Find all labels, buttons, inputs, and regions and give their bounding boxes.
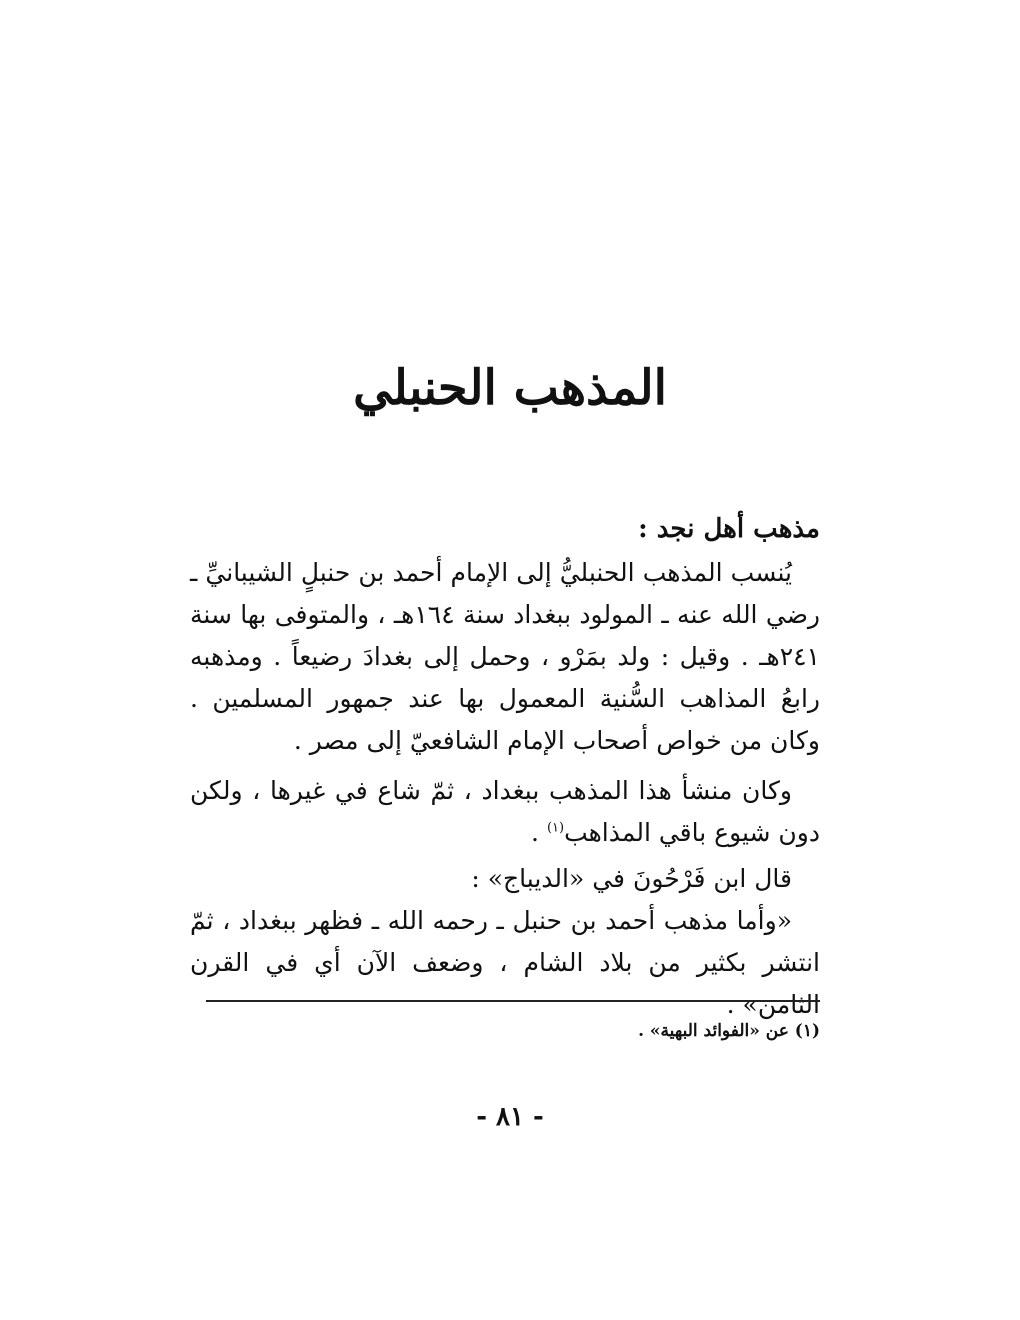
footnote-divider: [206, 1000, 820, 1002]
paragraph-spread-text: وكان منشأ هذا المذهب ببغداد ، ثمّ شاع في غيرها ، ولكن دون شيوع باقي المذاهب: [190, 776, 820, 847]
paragraph-spread-end: .: [531, 818, 547, 847]
page-number: - ٨١ -: [476, 1102, 544, 1132]
footnote: (١) عن «الفوائد البهية» .: [638, 1021, 820, 1041]
paragraph-spread: [190, 770, 820, 854]
paragraph-quote-intro: قال ابن فَرْحُونَ في «الديباج» :: [471, 864, 792, 893]
chapter-title: المذهب الحنبلي: [353, 360, 667, 416]
paragraph-quote: «وأما مذهب أحمد بن حنبل ـ رحمه الله ـ فظهر ببغداد ، ثمّ انتشر بكثير من بلاد الشام ، وضعف الآن أي في القرن الثامن» .: [190, 906, 820, 1019]
footnote-marker: (١): [546, 820, 565, 836]
section-heading: مذهب أهل نجد :: [638, 514, 820, 544]
paragraph-origin: يُنسب المذهب الحنبليُّ إلى الإمام أحمد بن حنبلٍ الشيبانيِّ ـ رضي الله عنه ـ المولود ببغداد سنة ١٦٤هـ ، والمتوفى بها سنة ٢٤١هـ . وقيل : ولد بمَرْو ، وحمل إلى بغدادَ رضيعاً . ومذهبه رابعُ المذاهب السُّنية المعمول بها عند جمهور المسلمين . وكان من خواص أصحاب الإمام الشافعيّ إلى مصر .: [190, 558, 821, 755]
